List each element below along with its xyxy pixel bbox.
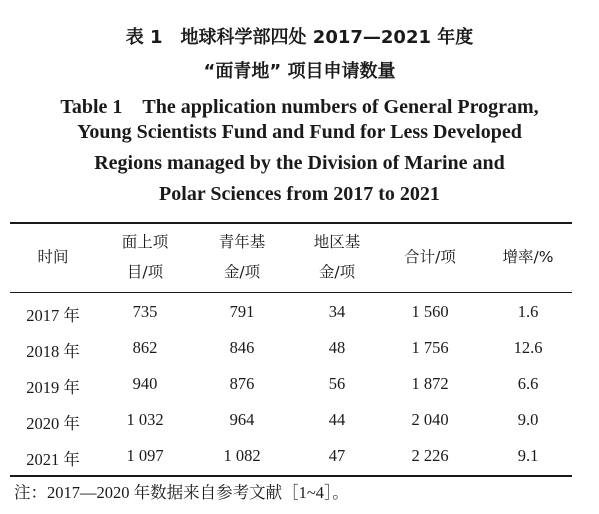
- table-top-rule: [10, 222, 572, 224]
- table-header-rule: [10, 292, 572, 293]
- table-cell: 1 756: [411, 338, 449, 357]
- header-general-program-line: 目/项: [126, 263, 164, 281]
- caption-en-line-3: Regions managed by the Division of Marine and: [94, 152, 505, 174]
- table-cell: 1 032: [126, 410, 164, 429]
- header-less-developed-line: 金/项: [318, 263, 356, 281]
- header-young-scientists-line: 青年基: [218, 233, 266, 251]
- caption-zh-line-2: “面青地” 项目申请数量: [203, 61, 396, 82]
- table-cell: 1 560: [411, 302, 449, 321]
- header-less-developed: [292, 227, 382, 287]
- caption-en-line-2: Young Scientists Fund and Fund for Less Developed: [77, 121, 522, 143]
- caption-en-line-1: Table 1 The application numbers of General Program,: [60, 96, 539, 118]
- table-cell: 12.6: [513, 338, 543, 357]
- table-cell: 9.0: [517, 410, 539, 429]
- header-time: [8, 242, 98, 272]
- table-cell: 876: [229, 374, 255, 393]
- table-cell: 2020 年: [26, 414, 80, 433]
- header-general-program: [100, 227, 190, 287]
- table-cell: 940: [132, 374, 158, 393]
- header-growth-rate: [483, 242, 573, 272]
- table-cell: 2019 年: [26, 378, 80, 397]
- header-growth-rate-line: 增率/%: [502, 248, 554, 266]
- table-cell: 34: [328, 302, 346, 321]
- table-cell: 47: [328, 446, 346, 465]
- header-time-line: 时间: [37, 248, 69, 266]
- table-note: 注：2017—2020 年数据来自参考文献［1~4］。: [14, 483, 349, 502]
- caption-en-line-4: Polar Sciences from 2017 to 2021: [159, 183, 440, 205]
- table-cell: 9.1: [517, 446, 539, 465]
- table-cell: 2 040: [411, 410, 449, 429]
- header-total: [380, 242, 480, 272]
- table-cell: 1.6: [517, 302, 539, 321]
- table-cell: 56: [328, 374, 346, 393]
- table-cell: 48: [328, 338, 346, 357]
- table-cell: 964: [229, 410, 255, 429]
- table-cell: 1 872: [411, 374, 449, 393]
- table-cell: 2017 年: [26, 306, 80, 325]
- header-total-line: 合计/项: [404, 248, 456, 266]
- table-cell: 2021 年: [26, 450, 80, 469]
- table-cell: 846: [229, 338, 255, 357]
- table-cell: 6.6: [517, 374, 539, 393]
- table-cell: 735: [132, 302, 158, 321]
- table-cell: 2018 年: [26, 342, 80, 361]
- table-cell: 1 082: [223, 446, 261, 465]
- table-cell: 44: [328, 410, 346, 429]
- header-young-scientists: [197, 227, 287, 287]
- header-young-scientists-line: 金/项: [223, 263, 261, 281]
- table-cell: 1 097: [126, 446, 164, 465]
- header-less-developed-line: 地区基: [313, 233, 361, 251]
- table-cell: 862: [132, 338, 158, 357]
- table-cell: 2 226: [411, 446, 449, 465]
- table-bottom-rule: [10, 475, 572, 477]
- table-cell: 791: [229, 302, 255, 321]
- caption-zh-line-1: 表 1 地球科学部四处 2017—2021 年度: [125, 27, 474, 48]
- header-general-program-line: 面上项: [121, 233, 169, 251]
